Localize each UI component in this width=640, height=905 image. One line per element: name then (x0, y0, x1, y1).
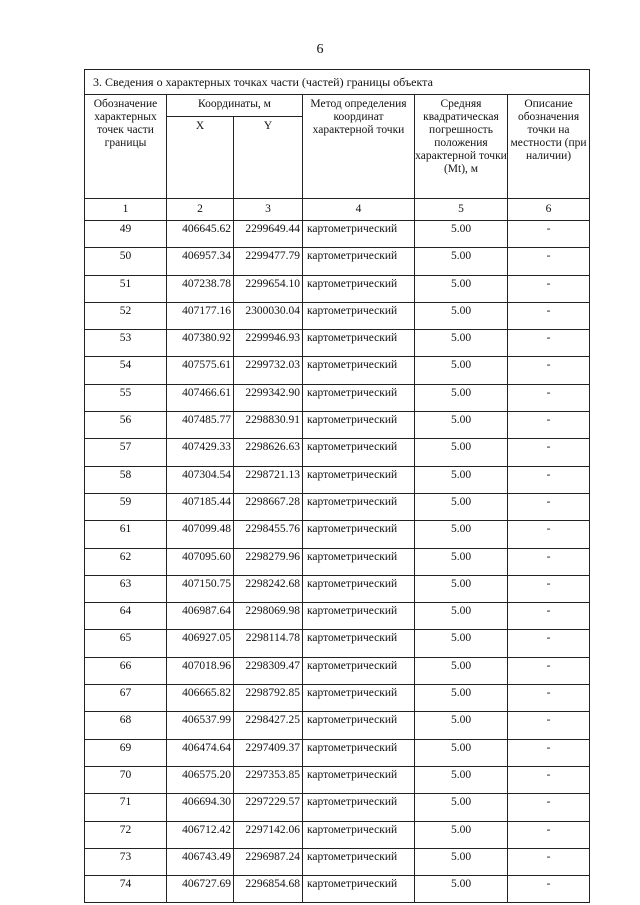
point-cell: 66 (85, 657, 167, 684)
error-cell: 5.00 (415, 357, 508, 384)
method-cell: картометрический (303, 712, 415, 739)
table-row (85, 466, 590, 493)
method-cell: картометрический (303, 630, 415, 657)
method-cell: картометрический (303, 794, 415, 821)
y-coordinate-cell: 2299342.90 (234, 384, 303, 411)
x-coordinate-cell: 406957.34 (167, 248, 234, 275)
x-coordinate-cell: 406645.62 (167, 221, 234, 248)
error-cell: 5.00 (415, 848, 508, 875)
point-cell: 69 (85, 739, 167, 766)
error-cell: 5.00 (415, 302, 508, 329)
error-cell: 5.00 (415, 794, 508, 821)
y-coordinate-cell: 2298279.96 (234, 548, 303, 575)
description-cell: - (508, 493, 590, 520)
x-coordinate-cell: 406727.69 (167, 876, 234, 903)
column-number: 4 (303, 199, 415, 221)
description-cell: - (508, 302, 590, 329)
x-coordinate-cell: 407429.33 (167, 439, 234, 466)
y-coordinate-cell: 2297229.57 (234, 794, 303, 821)
page-number: 6 (316, 42, 324, 57)
y-coordinate-cell: 2298667.28 (234, 493, 303, 520)
header-y: Y (234, 117, 303, 199)
description-cell: - (508, 357, 590, 384)
method-cell: картометрический (303, 275, 415, 302)
method-cell: картометрический (303, 548, 415, 575)
method-cell: картометрический (303, 330, 415, 357)
x-coordinate-cell: 407485.77 (167, 412, 234, 439)
table-row (85, 575, 590, 602)
method-cell: картометрический (303, 876, 415, 903)
method-cell: картометрический (303, 521, 415, 548)
y-coordinate-cell: 2298455.76 (234, 521, 303, 548)
table-row (85, 384, 590, 411)
header-point: Обозначение характерных точек части границы (85, 95, 167, 199)
point-cell: 55 (85, 384, 167, 411)
point-cell: 50 (85, 248, 167, 275)
x-coordinate-cell: 406712.42 (167, 821, 234, 848)
point-cell: 74 (85, 876, 167, 903)
point-cell: 64 (85, 603, 167, 630)
x-coordinate-cell: 407304.54 (167, 466, 234, 493)
error-cell: 5.00 (415, 657, 508, 684)
point-cell: 53 (85, 330, 167, 357)
method-cell: картометрический (303, 357, 415, 384)
x-coordinate-cell: 407380.92 (167, 330, 234, 357)
x-coordinate-cell: 406665.82 (167, 685, 234, 712)
table-row (85, 275, 590, 302)
table-row (85, 439, 590, 466)
error-cell: 5.00 (415, 630, 508, 657)
point-cell: 57 (85, 439, 167, 466)
error-cell: 5.00 (415, 493, 508, 520)
table-row (85, 657, 590, 684)
description-cell: - (508, 739, 590, 766)
description-cell: - (508, 548, 590, 575)
x-coordinate-cell: 407150.75 (167, 575, 234, 602)
point-cell: 54 (85, 357, 167, 384)
y-coordinate-cell: 2297409.37 (234, 739, 303, 766)
description-cell: - (508, 221, 590, 248)
y-coordinate-cell: 2299654.10 (234, 275, 303, 302)
table-row (85, 848, 590, 875)
y-coordinate-cell: 2298427.25 (234, 712, 303, 739)
table-row (85, 766, 590, 793)
description-cell: - (508, 603, 590, 630)
x-coordinate-cell: 407099.48 (167, 521, 234, 548)
table-row (85, 357, 590, 384)
y-coordinate-cell: 2298069.98 (234, 603, 303, 630)
error-cell: 5.00 (415, 766, 508, 793)
column-number: 1 (85, 199, 167, 221)
point-cell: 68 (85, 712, 167, 739)
error-cell: 5.00 (415, 521, 508, 548)
error-cell: 5.00 (415, 439, 508, 466)
point-cell: 71 (85, 794, 167, 821)
error-cell: 5.00 (415, 275, 508, 302)
x-coordinate-cell: 407095.60 (167, 548, 234, 575)
table-row (85, 603, 590, 630)
error-cell: 5.00 (415, 384, 508, 411)
x-coordinate-cell: 407238.78 (167, 275, 234, 302)
table-row (85, 248, 590, 275)
y-coordinate-cell: 2300030.04 (234, 302, 303, 329)
y-coordinate-cell: 2298242.68 (234, 575, 303, 602)
column-numbers-row (85, 199, 590, 221)
method-cell: картометрический (303, 766, 415, 793)
table-row (85, 685, 590, 712)
table-row (85, 521, 590, 548)
method-cell: картометрический (303, 493, 415, 520)
point-cell: 61 (85, 521, 167, 548)
point-cell: 59 (85, 493, 167, 520)
y-coordinate-cell: 2299946.93 (234, 330, 303, 357)
error-cell: 5.00 (415, 466, 508, 493)
header-description: Описание обозначения точки на местности (при наличии) (508, 95, 590, 199)
description-cell: - (508, 657, 590, 684)
description-cell: - (508, 575, 590, 602)
table-body (85, 221, 590, 903)
description-cell: - (508, 466, 590, 493)
y-coordinate-cell: 2298626.63 (234, 439, 303, 466)
header-error: Средняя квадратическая погрешность положения характерной точки (Mt), м (415, 95, 508, 199)
y-coordinate-cell: 2298114.78 (234, 630, 303, 657)
table-row (85, 412, 590, 439)
error-cell: 5.00 (415, 412, 508, 439)
y-coordinate-cell: 2299649.44 (234, 221, 303, 248)
column-number: 2 (167, 199, 234, 221)
header-coordinates: Координаты, м (167, 95, 303, 117)
table-row (85, 794, 590, 821)
description-cell: - (508, 275, 590, 302)
error-cell: 5.00 (415, 603, 508, 630)
y-coordinate-cell: 2296854.68 (234, 876, 303, 903)
point-cell: 58 (85, 466, 167, 493)
column-number: 3 (234, 199, 303, 221)
error-cell: 5.00 (415, 821, 508, 848)
y-coordinate-cell: 2298792.85 (234, 685, 303, 712)
description-cell: - (508, 685, 590, 712)
x-coordinate-cell: 406987.64 (167, 603, 234, 630)
y-coordinate-cell: 2298830.91 (234, 412, 303, 439)
table-row (85, 330, 590, 357)
description-cell: - (508, 439, 590, 466)
x-coordinate-cell: 407018.96 (167, 657, 234, 684)
table-row (85, 302, 590, 329)
x-coordinate-cell: 406694.30 (167, 794, 234, 821)
description-cell: - (508, 848, 590, 875)
x-coordinate-cell: 406927.05 (167, 630, 234, 657)
point-cell: 65 (85, 630, 167, 657)
method-cell: картометрический (303, 302, 415, 329)
method-cell: картометрический (303, 248, 415, 275)
error-cell: 5.00 (415, 685, 508, 712)
table-row (85, 712, 590, 739)
x-coordinate-cell: 406537.99 (167, 712, 234, 739)
method-cell: картометрический (303, 848, 415, 875)
point-cell: 63 (85, 575, 167, 602)
y-coordinate-cell: 2296987.24 (234, 848, 303, 875)
boundary-points-table (84, 69, 590, 903)
method-cell: картометрический (303, 466, 415, 493)
description-cell: - (508, 384, 590, 411)
description-cell: - (508, 766, 590, 793)
description-cell: - (508, 330, 590, 357)
point-cell: 62 (85, 548, 167, 575)
point-cell: 72 (85, 821, 167, 848)
y-coordinate-cell: 2299477.79 (234, 248, 303, 275)
error-cell: 5.00 (415, 876, 508, 903)
y-coordinate-cell: 2297142.06 (234, 821, 303, 848)
table-row (85, 876, 590, 903)
description-cell: - (508, 630, 590, 657)
description-cell: - (508, 876, 590, 903)
point-cell: 73 (85, 848, 167, 875)
table-row (85, 548, 590, 575)
x-coordinate-cell: 407185.44 (167, 493, 234, 520)
method-cell: картометрический (303, 657, 415, 684)
error-cell: 5.00 (415, 712, 508, 739)
method-cell: картометрический (303, 821, 415, 848)
y-coordinate-cell: 2298309.47 (234, 657, 303, 684)
table-row (85, 221, 590, 248)
y-coordinate-cell: 2298721.13 (234, 466, 303, 493)
description-cell: - (508, 821, 590, 848)
method-cell: картометрический (303, 685, 415, 712)
method-cell: картометрический (303, 384, 415, 411)
x-coordinate-cell: 406575.20 (167, 766, 234, 793)
error-cell: 5.00 (415, 575, 508, 602)
method-cell: картометрический (303, 221, 415, 248)
point-cell: 51 (85, 275, 167, 302)
point-cell: 67 (85, 685, 167, 712)
method-cell: картометрический (303, 739, 415, 766)
y-coordinate-cell: 2299732.03 (234, 357, 303, 384)
method-cell: картометрический (303, 603, 415, 630)
x-coordinate-cell: 407466.61 (167, 384, 234, 411)
table-row (85, 739, 590, 766)
description-cell: - (508, 521, 590, 548)
x-coordinate-cell: 407575.61 (167, 357, 234, 384)
description-cell: - (508, 412, 590, 439)
description-cell: - (508, 712, 590, 739)
header-method: Метод определения координат характерной точки (303, 95, 415, 199)
y-coordinate-cell: 2297353.85 (234, 766, 303, 793)
point-cell: 70 (85, 766, 167, 793)
method-cell: картометрический (303, 412, 415, 439)
column-number: 5 (415, 199, 508, 221)
point-cell: 52 (85, 302, 167, 329)
error-cell: 5.00 (415, 330, 508, 357)
method-cell: картометрический (303, 575, 415, 602)
section-title: 3. Сведения о характерных точках части (частей) границы объекта (85, 70, 590, 95)
error-cell: 5.00 (415, 739, 508, 766)
error-cell: 5.00 (415, 548, 508, 575)
error-cell: 5.00 (415, 221, 508, 248)
table-row (85, 821, 590, 848)
error-cell: 5.00 (415, 248, 508, 275)
description-cell: - (508, 794, 590, 821)
header-x: X (167, 117, 234, 199)
x-coordinate-cell: 406743.49 (167, 848, 234, 875)
method-cell: картометрический (303, 439, 415, 466)
table-row (85, 630, 590, 657)
point-cell: 56 (85, 412, 167, 439)
x-coordinate-cell: 406474.64 (167, 739, 234, 766)
x-coordinate-cell: 407177.16 (167, 302, 234, 329)
description-cell: - (508, 248, 590, 275)
table-row (85, 493, 590, 520)
column-number: 6 (508, 199, 590, 221)
point-cell: 49 (85, 221, 167, 248)
